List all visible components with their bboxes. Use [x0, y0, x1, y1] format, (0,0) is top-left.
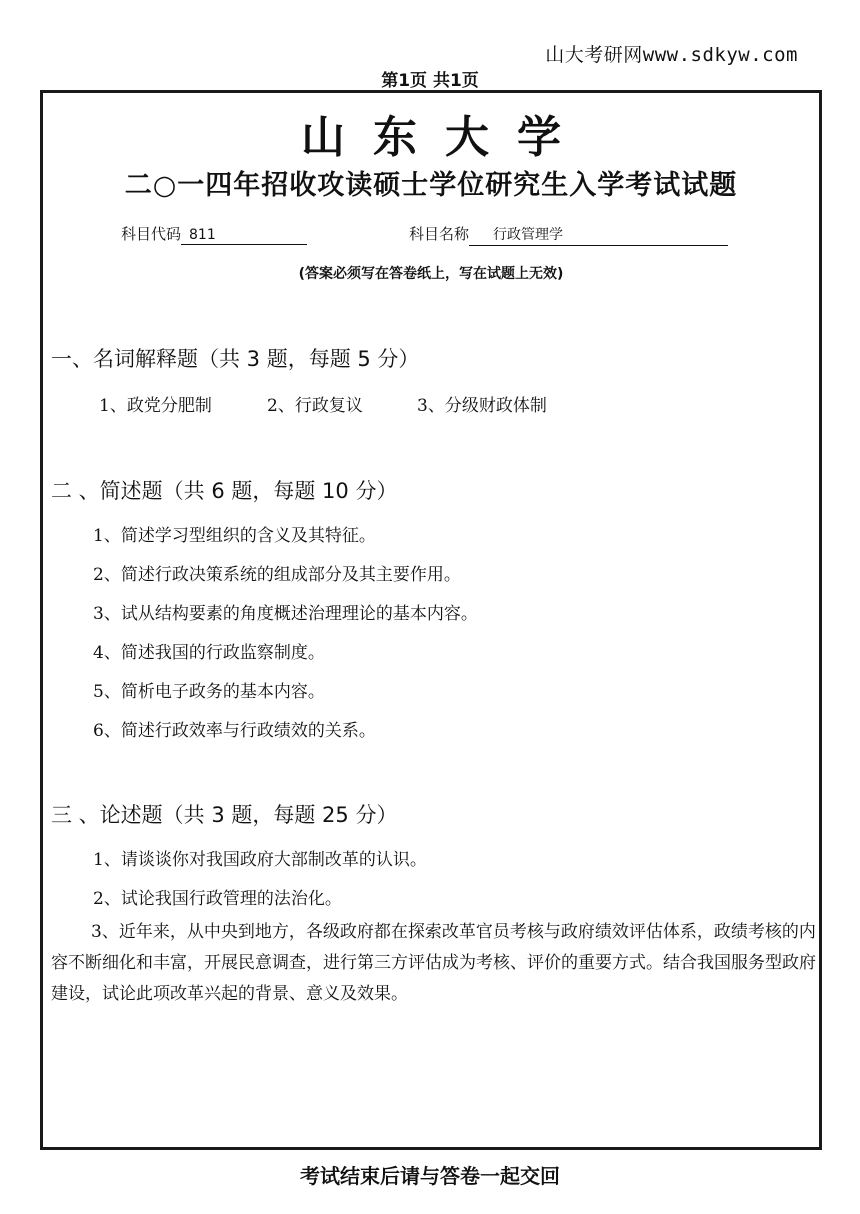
footer-instruction: 考试结束后请与答卷一起交回 [300, 1164, 560, 1188]
university-name: 山东大学 [301, 112, 589, 163]
section1-item: 1、政党分肥制 [99, 396, 212, 416]
section2-item: 5、简析电子政务的基本内容。 [93, 682, 325, 702]
subject-code-value: 811 [181, 227, 307, 245]
subject-code-line [121, 223, 307, 245]
section2-item: 6、简述行政效率与行政绩效的关系。 [93, 721, 376, 741]
section2-item: 4、简述我国的行政监察制度。 [93, 643, 325, 663]
subject-name-label: 科目名称 [409, 225, 470, 243]
section3-heading: 三 、论述题（共 3 题，每题 25 分） [51, 803, 398, 827]
watermark-text: 山大考研网www.sdkyw.com [545, 44, 798, 66]
section2-heading: 二 、简述题（共 6 题，每题 10 分） [51, 479, 398, 503]
section1-item: 2、行政复议 [267, 396, 363, 416]
section3-item: 2、试论我国行政管理的法治化。 [93, 889, 342, 909]
section3-item: 1、请谈谈你对我国政府大部制改革的认识。 [93, 850, 427, 870]
section2-item: 2、简述行政决策系统的组成部分及其主要作用。 [93, 565, 461, 585]
exam-title: 二○一四年招收攻读硕士学位研究生入学考试试题 [124, 170, 738, 201]
subject-name-line [409, 223, 728, 246]
section1-heading: 一、名词解释题（共 3 题，每题 5 分） [51, 347, 420, 371]
section2-item: 3、试从结构要素的角度概述治理理论的基本内容。 [93, 604, 478, 624]
answer-notice: (答案必须写在答卷纸上，写在试题上无效) [298, 266, 564, 282]
exam-paper-frame [40, 90, 822, 1150]
section3-item-paragraph: 3、近年来，从中央到地方，各级政府都在探索改革官员考核与政府绩效评估体系，政绩考核的内容不断细化和丰富，开展民意调查，进行第三方评估成为考核、评价的重要方式。结合我国服务型政府建设，试论此项改革兴起的背景、意义及效果。 [51, 922, 816, 1004]
subject-code-label: 科目代码 [121, 225, 182, 243]
section1-item: 3、分级财政体制 [417, 396, 547, 416]
page-number: 第1页 共1页 [381, 71, 479, 91]
section2-item: 1、简述学习型组织的含义及其特征。 [93, 526, 376, 546]
subject-name-value: 行政管理学 [469, 224, 728, 246]
